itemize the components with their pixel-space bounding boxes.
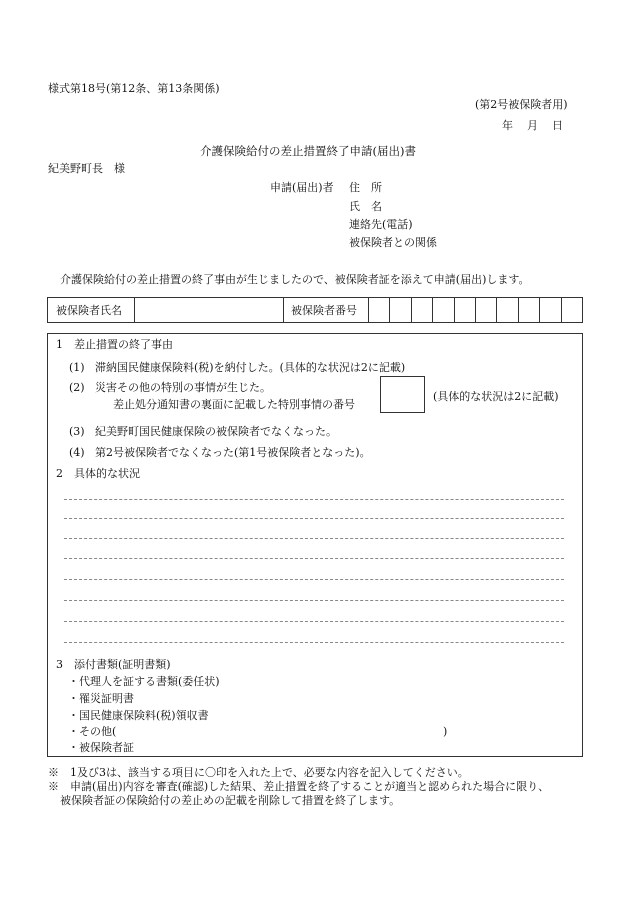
reason-3-num[interactable]: (3) <box>69 425 85 438</box>
attachment-receipt[interactable]: ・国民健康保険料(税)領収書 <box>68 709 209 722</box>
applicant-relation: 被保険者との関係 <box>349 236 437 249</box>
reason-4-num[interactable]: (4) <box>69 446 85 459</box>
addressee: 紀美野町長 様 <box>48 162 125 175</box>
digit-divider <box>454 298 455 322</box>
note-2: ※ 申請(届出)内容を審査(確認)した結果、差止措置を終了することが適当と認められた場合に限り、 <box>48 780 550 793</box>
section3-heading: 3 添付書類(証明書類) <box>56 658 171 671</box>
writing-line <box>64 538 564 539</box>
insured-name-field[interactable] <box>135 298 283 322</box>
section1-heading: 1 差止措置の終了事由 <box>56 338 173 351</box>
applicant-address: 住 所 <box>349 181 382 194</box>
attachment-proxy[interactable]: ・代理人を証する書類(委任状) <box>68 675 220 688</box>
date-month: 月 <box>527 119 538 132</box>
reason-2-text: 災害その他の特別の事情が生じた。 <box>95 381 271 394</box>
reason-1-num[interactable]: (1) <box>69 361 85 374</box>
writing-line <box>64 499 564 500</box>
digit-divider <box>518 298 519 322</box>
reason-2-note: (具体的な状況は2に記載) <box>433 390 559 403</box>
digit-divider <box>539 298 540 322</box>
attachment-other[interactable]: ・その他( <box>68 725 117 738</box>
digit-divider <box>432 298 433 322</box>
reason-2-num[interactable]: (2) <box>69 381 85 394</box>
note-2-cont: 被保険者証の保険給付の差止めの記載を削除して措置を終了します。 <box>60 794 401 807</box>
digit-divider <box>475 298 476 322</box>
intro-text: 介護保険給付の差止措置の終了事由が生じましたので、被保険者証を添えて申請(届出)します。 <box>60 273 530 286</box>
reason-1-text: 滞納国民健康保険料(税)を納付した。(具体的な状況は2に記載) <box>95 361 406 374</box>
applicant-name: 氏 名 <box>349 200 382 213</box>
special-circumstance-number-box[interactable] <box>380 376 425 413</box>
divider <box>368 298 369 322</box>
writing-line <box>64 642 564 643</box>
digit-divider <box>411 298 412 322</box>
form-for: (第2号被保険者用) <box>475 98 568 111</box>
attachment-other-close: ) <box>443 725 448 738</box>
note-1: ※ 1及び3は、該当する項目に〇印を入れた上で、必要な内容を記入してください。 <box>48 766 469 779</box>
divider <box>283 298 284 322</box>
page-title: 介護保険給付の差止措置終了申請(届出)書 <box>200 144 416 158</box>
insured-table <box>47 297 583 323</box>
applicant-phone: 連絡先(電話) <box>349 218 413 231</box>
writing-line <box>64 579 564 580</box>
writing-line <box>64 621 564 622</box>
attachment-insurance-card[interactable]: ・被保険者証 <box>68 741 134 754</box>
writing-line <box>64 600 564 601</box>
writing-line <box>64 518 564 519</box>
digit-divider <box>389 298 390 322</box>
reason-4-text: 第2号被保険者でなくなった(第1号被保険者となった)。 <box>95 446 371 459</box>
date-day: 日 <box>552 119 563 132</box>
insured-number-label: 被保険者番号 <box>291 304 357 317</box>
digit-divider <box>496 298 497 322</box>
reason-2-sub: 差止処分通知書の裏面に記載した特別事情の番号 <box>113 398 355 411</box>
form-number: 様式第18号(第12条、第13条関係) <box>48 82 220 95</box>
attachment-disaster-cert[interactable]: ・罹災証明書 <box>68 692 134 705</box>
insured-name-label: 被保険者氏名 <box>56 304 122 317</box>
digit-divider <box>561 298 562 322</box>
reason-3-text: 紀美野町国民健康保険の被保険者でなくなった。 <box>95 425 337 438</box>
writing-line <box>64 558 564 559</box>
date-year: 年 <box>502 119 513 132</box>
applicant-label: 申請(届出)者 <box>270 181 334 194</box>
section2-heading: 2 具体的な状況 <box>56 467 140 480</box>
